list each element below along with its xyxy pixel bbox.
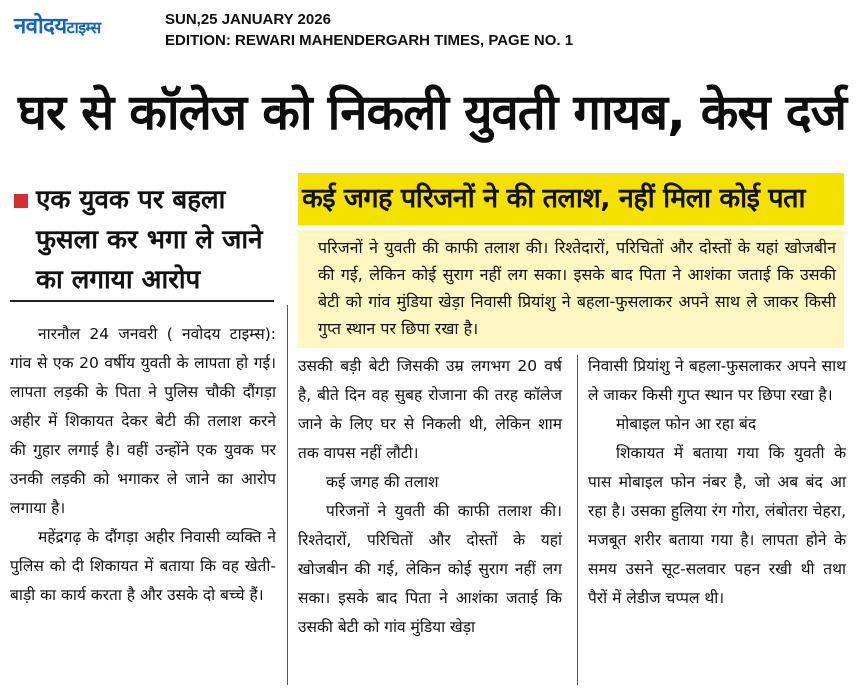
divider: [10, 300, 274, 302]
edition-info: [165, 9, 573, 51]
red-square-bullet-icon: [14, 194, 28, 208]
edition-line: EDITION: REWARI MAHENDERGARH TIMES, PAGE NO. 1: [165, 32, 574, 49]
article-column-3: [588, 352, 846, 613]
logo-main: नवोदय: [14, 14, 67, 39]
article-column-1: [10, 320, 276, 610]
column-divider: [287, 305, 288, 685]
column-divider: [577, 355, 578, 685]
masthead: [0, 0, 858, 70]
logo-sub: टाइम्स: [66, 18, 101, 37]
article-paragraph: शिकायत में बताया गया कि युवती के पास मोबाइल फोन नंबर है, जो अब बंद आ रहा है। उसका हुलिया रंग गोरा, लंबोतरा चेहरा, मजबूत शरीर बताया गया है। लापता होने के समय उसने सूट-सलवार पहन रखी थी तथा पैरों में लेडीज चप्पल थी।: [588, 444, 846, 607]
article-column-2: [298, 352, 562, 642]
side-heading-text: एक युवक पर बहला फुसला कर भगा ले जाने का लगाया आरोप: [36, 185, 263, 295]
article-paragraph: महेंद्रगढ़ के दौंगड़ा अहीर निवासी व्यक्ति ने पुलिस को दी शिकायत में बताया कि वह खेती-बाड़ी का कार्य करता है और उसके दो बच्चे हैं।: [10, 528, 276, 604]
newspaper-logo: [14, 10, 101, 40]
date-line: SUN,25 JANUARY 2026: [165, 11, 331, 28]
article-paragraph: परिजनों ने युवती की काफी तलाश की। रिश्तेदारों, परिचितों और दोस्तों के यहां खोजबीन की गई, लेकिन कोई सुराग नहीं लग सका। इसके बाद पिता ने आशंका जताई कि उसकी बेटी को गांव मुंडिया खेड़ा: [298, 502, 562, 636]
article-paragraph: उसकी बड़ी बेटी जिसकी उम्र लगभग 20 वर्ष है, बीते दिन वह सुबह रोजाना की तरह कॉलेज जाने के लिए घर से निकली थी, लेकिन शाम तक वापस नहीं लौटी।: [298, 357, 562, 462]
section-subheading: मोबाइल फोन आ रहा बंद: [616, 415, 757, 433]
main-headline: घर से कॉलेज को निकली युवती गायब, केस दर्ज: [18, 84, 846, 141]
summary-box: परिजनों ने युवती की काफी तलाश की। रिश्तेदारों, परिचितों और दोस्तों के यहां खोजबीन की गई, लेकिन कोई सुराग नहीं लग सका। इसके बाद पिता ने आशंका जताई कि उसकी बेटी को गांव मुंडिया खेड़ा निवासी प्रियांशु ने बहला-फुसलाकर अपने साथ ले जाकर किसी गुप्त स्थान पर छिपा रखा है।: [298, 230, 844, 348]
subheading-banner: कई जगह परिजनों ने की तलाश, नहीं मिला कोई पता: [298, 173, 844, 225]
section-subheading: कई जगह की तलाश: [326, 473, 439, 491]
article-paragraph: निवासी प्रियांशु ने बहला-फुसलाकर अपने साथ ले जाकर किसी गुप्त स्थान पर छिपा रखा है।: [588, 357, 846, 404]
side-heading: [10, 180, 272, 300]
article-paragraph: नारनौल 24 जनवरी ( नवोदय टाइम्स): गांव से एक 20 वर्षीय युवती के लापता हो गई। लापता लड़की के पिता ने पुलिस चौकी दौंगड़ा अहीर में शिकायत देकर बेटी की तलाश करने की गुहार लगाई है। वहीं उन्होंने एक युवक पर उनकी लड़की को भगाकर ले जाने का आरोप लगाया है।: [10, 325, 276, 517]
